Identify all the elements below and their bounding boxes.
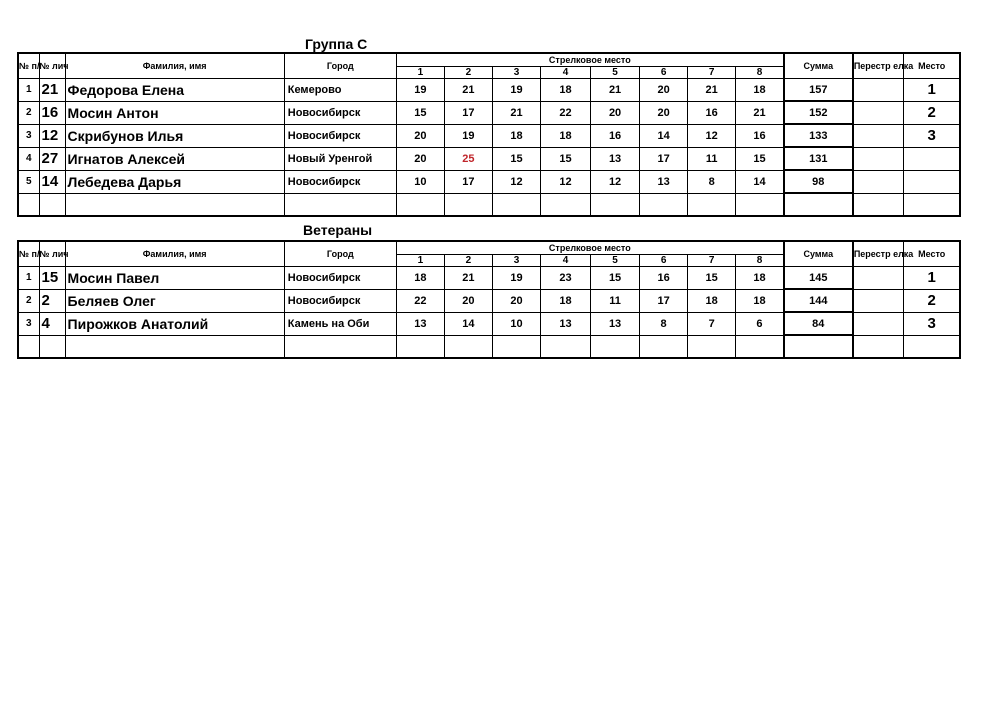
licence-number: [39, 335, 65, 358]
licence-number: 2: [39, 289, 65, 312]
athlete-name: Мосин Павел: [65, 267, 284, 290]
col-header-lic: № лич: [39, 241, 65, 267]
lane-score: 12: [688, 124, 736, 147]
final-place: [904, 147, 960, 170]
lane-score: 22: [541, 101, 591, 124]
lane-score: 21: [688, 79, 736, 102]
total-score: 98: [784, 170, 853, 193]
lane-score: 19: [492, 79, 540, 102]
total-score: 152: [784, 101, 853, 124]
lane-score: [541, 193, 591, 216]
lane-score: 21: [736, 101, 784, 124]
shootoff-score: [853, 289, 904, 312]
lane-score: 22: [396, 289, 444, 312]
lane-score: 20: [444, 289, 492, 312]
veterans-results-table: [17, 240, 961, 359]
lane-score: [640, 335, 688, 358]
col-header-shootoff: Перестр елка: [853, 53, 904, 79]
shootoff-score: [853, 147, 904, 170]
lane-score: 11: [591, 289, 640, 312]
lane-score: 16: [591, 124, 640, 147]
lane-score: 19: [492, 267, 540, 290]
col-header-stand: Стрелковое место: [396, 241, 783, 255]
athlete-name: [65, 193, 284, 216]
lane-header: 7: [688, 255, 736, 267]
table-row: [18, 79, 960, 102]
lane-score: 11: [688, 147, 736, 170]
row-number: [18, 335, 39, 358]
athlete-city: Новосибирск: [284, 124, 396, 147]
final-place: [904, 335, 960, 358]
shootoff-score: [853, 170, 904, 193]
lane-score: 20: [396, 124, 444, 147]
licence-number: [39, 193, 65, 216]
lane-score: 17: [640, 147, 688, 170]
lane-score: 18: [541, 124, 591, 147]
lane-score: 21: [492, 101, 540, 124]
lane-score: 17: [444, 170, 492, 193]
col-header-num: № п/: [18, 241, 39, 267]
total-score: 131: [784, 147, 853, 170]
licence-number: 21: [39, 79, 65, 102]
lane-header: 2: [444, 67, 492, 79]
table-row: [18, 124, 960, 147]
lane-score: 18: [492, 124, 540, 147]
lane-score: 18: [736, 267, 784, 290]
col-header-num: № п/: [18, 53, 39, 79]
row-number: 4: [18, 147, 39, 170]
lane-score: 18: [541, 289, 591, 312]
lane-score: 15: [541, 147, 591, 170]
lane-score: 16: [736, 124, 784, 147]
lane-score: [688, 335, 736, 358]
col-header-city: Город: [284, 53, 396, 79]
licence-number: 14: [39, 170, 65, 193]
lane-score: 13: [591, 312, 640, 335]
lane-score: 7: [688, 312, 736, 335]
total-score: 144: [784, 289, 853, 312]
final-place: 3: [904, 124, 960, 147]
col-header-lic: № лич: [39, 53, 65, 79]
final-place: [904, 193, 960, 216]
athlete-city: [284, 193, 396, 216]
athlete-city: Новосибирск: [284, 101, 396, 124]
row-number: 3: [18, 312, 39, 335]
lane-score: [736, 193, 784, 216]
col-header-place: Место: [904, 53, 960, 79]
final-place: [904, 170, 960, 193]
final-place: 3: [904, 312, 960, 335]
lane-score: 16: [640, 267, 688, 290]
athlete-name: Лебедева Дарья: [65, 170, 284, 193]
final-place: 1: [904, 79, 960, 102]
row-number: 1: [18, 267, 39, 290]
lane-score: 13: [640, 170, 688, 193]
lane-score: 15: [591, 267, 640, 290]
total-score: 157: [784, 79, 853, 102]
lane-header: 8: [736, 67, 784, 79]
lane-header: 5: [591, 67, 640, 79]
row-number: 1: [18, 79, 39, 102]
athlete-city: Новосибирск: [284, 170, 396, 193]
row-number: 3: [18, 124, 39, 147]
total-score: 133: [784, 124, 853, 147]
shootoff-score: [853, 267, 904, 290]
lane-score: 6: [736, 312, 784, 335]
table-row: [18, 170, 960, 193]
lane-score: 17: [444, 101, 492, 124]
row-number: 2: [18, 101, 39, 124]
lane-header: 2: [444, 255, 492, 267]
table-row: [18, 267, 960, 290]
lane-header: 6: [640, 255, 688, 267]
lane-score: 10: [492, 312, 540, 335]
lane-score: 12: [591, 170, 640, 193]
total-score: [784, 193, 853, 216]
total-score: [784, 335, 853, 358]
group-c-title: Группа С: [305, 36, 368, 52]
lane-score: [492, 335, 540, 358]
lane-score: 13: [396, 312, 444, 335]
lane-header: 4: [541, 67, 591, 79]
final-place: 1: [904, 267, 960, 290]
lane-score: 19: [444, 124, 492, 147]
final-place: 2: [904, 101, 960, 124]
table-row: [18, 289, 960, 312]
lane-score: 13: [591, 147, 640, 170]
lane-score: 15: [736, 147, 784, 170]
row-number: [18, 193, 39, 216]
lane-score: 18: [396, 267, 444, 290]
athlete-name: [65, 335, 284, 358]
athlete-city: Камень на Оби: [284, 312, 396, 335]
lane-header: 1: [396, 255, 444, 267]
lane-score: 20: [492, 289, 540, 312]
athlete-name: Федорова Елена: [65, 79, 284, 102]
lane-score: 15: [688, 267, 736, 290]
licence-number: 12: [39, 124, 65, 147]
col-header-shootoff: Перестр елка: [853, 241, 904, 267]
athlete-name: Пирожков Анатолий: [65, 312, 284, 335]
lane-score: [736, 335, 784, 358]
lane-header: 3: [492, 255, 540, 267]
lane-score: 8: [640, 312, 688, 335]
lane-score: 18: [736, 79, 784, 102]
lane-score: 23: [541, 267, 591, 290]
licence-number: 15: [39, 267, 65, 290]
lane-score: 20: [396, 147, 444, 170]
athlete-city: Новосибирск: [284, 267, 396, 290]
table-row: [18, 312, 960, 335]
shootoff-score: [853, 124, 904, 147]
table-row: [18, 147, 960, 170]
lane-score: [640, 193, 688, 216]
licence-number: 4: [39, 312, 65, 335]
lane-score: 12: [492, 170, 540, 193]
lane-header: 3: [492, 67, 540, 79]
col-header-sum: Сумма: [784, 53, 853, 79]
lane-score: 20: [591, 101, 640, 124]
lane-header: 5: [591, 255, 640, 267]
athlete-name: Игнатов Алексей: [65, 147, 284, 170]
licence-number: 16: [39, 101, 65, 124]
lane-score: 17: [640, 289, 688, 312]
lane-score: [591, 193, 640, 216]
lane-score: [541, 335, 591, 358]
athlete-city: Новосибирск: [284, 289, 396, 312]
lane-header: 7: [688, 67, 736, 79]
col-header-name: Фамилия, имя: [65, 53, 284, 79]
col-header-sum: Сумма: [784, 241, 853, 267]
lane-score: 12: [541, 170, 591, 193]
athlete-name: Беляев Олег: [65, 289, 284, 312]
lane-score: 20: [640, 79, 688, 102]
row-number: 2: [18, 289, 39, 312]
col-header-place: Место: [904, 241, 960, 267]
lane-header: 4: [541, 255, 591, 267]
lane-score: 14: [640, 124, 688, 147]
athlete-name: Мосин Антон: [65, 101, 284, 124]
lane-score: 18: [541, 79, 591, 102]
athlete-name: Скрибунов Илья: [65, 124, 284, 147]
lane-score: 19: [396, 79, 444, 102]
shootoff-score: [853, 101, 904, 124]
header-row: [18, 53, 960, 67]
lane-score: [444, 193, 492, 216]
shootoff-score: [853, 312, 904, 335]
lane-score: [591, 335, 640, 358]
shootoff-score: [853, 79, 904, 102]
total-score: 84: [784, 312, 853, 335]
lane-score: 21: [444, 79, 492, 102]
lane-header: 6: [640, 67, 688, 79]
shootoff-score: [853, 335, 904, 358]
col-header-name: Фамилия, имя: [65, 241, 284, 267]
lane-score: [688, 193, 736, 216]
lane-header: 1: [396, 67, 444, 79]
licence-number: 27: [39, 147, 65, 170]
col-header-stand: Стрелковое место: [396, 53, 783, 67]
lane-score: [444, 335, 492, 358]
lane-score: 16: [688, 101, 736, 124]
header-row: [18, 241, 960, 255]
lane-score: 21: [444, 267, 492, 290]
lane-score: 14: [736, 170, 784, 193]
total-score: 145: [784, 267, 853, 290]
final-place: 2: [904, 289, 960, 312]
lane-score: 15: [396, 101, 444, 124]
group-c-results-table: [17, 52, 961, 217]
lane-score: 14: [444, 312, 492, 335]
table-row: [18, 193, 960, 216]
veterans-title: Ветераны: [303, 222, 373, 238]
athlete-city: [284, 335, 396, 358]
lane-score: 8: [688, 170, 736, 193]
shootoff-score: [853, 193, 904, 216]
table-row: [18, 101, 960, 124]
col-header-city: Город: [284, 241, 396, 267]
lane-score: 15: [492, 147, 540, 170]
table-row: [18, 335, 960, 358]
lane-header: 8: [736, 255, 784, 267]
lane-score: 13: [541, 312, 591, 335]
lane-score: [396, 193, 444, 216]
lane-score: 10: [396, 170, 444, 193]
lane-score: [492, 193, 540, 216]
athlete-city: Кемерово: [284, 79, 396, 102]
lane-score: 18: [688, 289, 736, 312]
lane-score: 20: [640, 101, 688, 124]
row-number: 5: [18, 170, 39, 193]
lane-score: [396, 335, 444, 358]
lane-score: 21: [591, 79, 640, 102]
lane-score: 25: [444, 147, 492, 170]
athlete-city: Новый Уренгой: [284, 147, 396, 170]
lane-score: 18: [736, 289, 784, 312]
